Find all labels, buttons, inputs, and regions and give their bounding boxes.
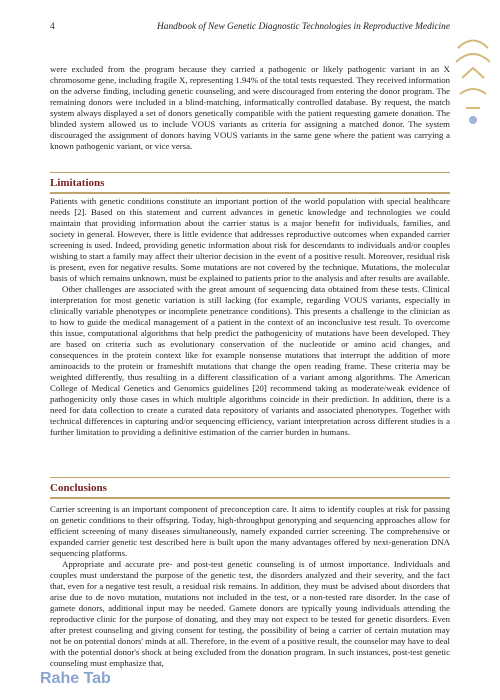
conclusions-heading-box — [50, 477, 450, 499]
intro-text — [50, 64, 450, 152]
intro-paragraph: were excluded from the program because they carried a pathogenic or likely pathogenic variant in an X chromosome gene, including fragile X, representing 1.94% of the total tests requested. They received information on the adverse finding, including genetic counseling, and were discouraged from entering the donor program. The remaining donors were included in a blind-matching, informatically controlled database. By request, the match system always displayed a set of donors genetically compatible with the patient requesting gamete donation. The blinded system allowed us to include VOUS variants as criteria for assigning a matched donor. The system discouraged the assignment of donors having VOUS variants in the same gene where the patient was carrying a known pathogenic variant, or vice versa. — [50, 64, 450, 151]
conclusions-heading: Conclusions — [50, 482, 107, 494]
watermark-text: Rahe Tab — [40, 670, 111, 687]
conclusions-paragraph-2: Appropriate and accurate pre- and post-test genetic counseling is of utmost importance. Individuals and couples must understand the purpose of the genetic test, the disorders analyzed and their severity, and the fact that, even for a negative test result, a residual risk remains. In addition, they must be advised about disorders that arise due to de novo mutation, mutations not included in the test, or a non-tested rare disorder. In the case of gamete donors, additional input may be needed. Gamete donors are typically young individuals attending the reproductive clinic for the purpose of donating, and they may not expect to be tested for genetic disorders. Even after pretest counseling and giving consent for testing, the possibility of being a carrier of certain mutation may not be on potential donors' minds at all. Therefore, in the event of a positive result, the counselor may have to deal with the potential donor's shock at being excluded from the donation program. In such instances, post-test genetic counseling must emphasize that, — [50, 559, 450, 668]
page-number: 4 — [50, 22, 55, 32]
conclusions-text — [50, 504, 450, 669]
limitations-heading-box — [50, 172, 450, 194]
watermark-ornament-icon — [448, 28, 498, 138]
running-header — [50, 22, 450, 38]
limitations-text — [50, 196, 450, 438]
limitations-heading: Limitations — [50, 177, 105, 189]
section-rule — [50, 192, 450, 194]
section-rule — [50, 497, 450, 499]
limitations-paragraph-2: Other challenges are associated with the great amount of sequencing data obtained from these tests. Clinical interpretation for most genetic variation is still lacking (for example, regarding VOUS variants, especially in clinically variable phenotypes or incomplete penetrance conditions). This presents a challenge to the clinician as to how to guide the medical management of a patient in the context of an inconclusive test result. To overcome this issue, computational algorithms that help predict the pathogenicity of mutations have been developed. They are based on criteria such as evolutionary conservation of the nucleotide or amino acid changes, and consequences in the protein context like for example nonsense mutations that interrupt the addition of more aminoacids to the protein or frameshift mutations that change the open reading frame. These criteria may be weighted differently, thus resulting in a different classification of a variant among algorithms. The American College of Medical Genetics and Genomics guidelines [20] recommend taking as moderate/weak evidence of pathogenicity only those cases in which multiple algorithms coincide in their prediction. In addition, there is a need for data collection to create a curated data repository of variants and associated phenotypes. Together with technical differences in capturing and/or sequencing efficiency, variant interpretation across different studies is a further limitation to providing a definitive estimation of the carrier burden in humans. — [50, 284, 450, 437]
limitations-paragraph-1: Patients with genetic conditions constitute an important portion of the world population with special healthcare needs [2]. Based on this statement and current advances in genetic knowledge and technologies we could maintain that providing information about the carrier status is a major benefit for individuals, families, and society in general. However, there is little evidence that addresses reproductive outcomes when expanded carrier screening is used. Indeed, providing genetic information about risk for descendants to individuals and/or couples wishing to start a family may affect their ulterior decision in the event of a positive result. Moreover, residual risk is present, even for negative results. Some mutations are not covered by the technique. Mutations, the molecular basis of which remains unknown, must be explained to patients prior to the analysis and after results are available. — [50, 196, 450, 283]
running-title: Handbook of New Genetic Diagnostic Technologies in Reproductive Medicine — [157, 22, 450, 32]
conclusions-paragraph-1: Carrier screening is an important component of preconception care. It aims to identify couples at risk for passing on genetic conditions to their offspring. Today, high-throughput genotyping and sequencing approaches allow for efficient screening of many diseases simultaneously, namely expanded carrier screening. The comprehensive or expanded carrier genetic test described here is built upon the many advantages offered by next-generation DNA sequencing platforms. — [50, 504, 450, 558]
watermark-logo — [38, 662, 158, 692]
